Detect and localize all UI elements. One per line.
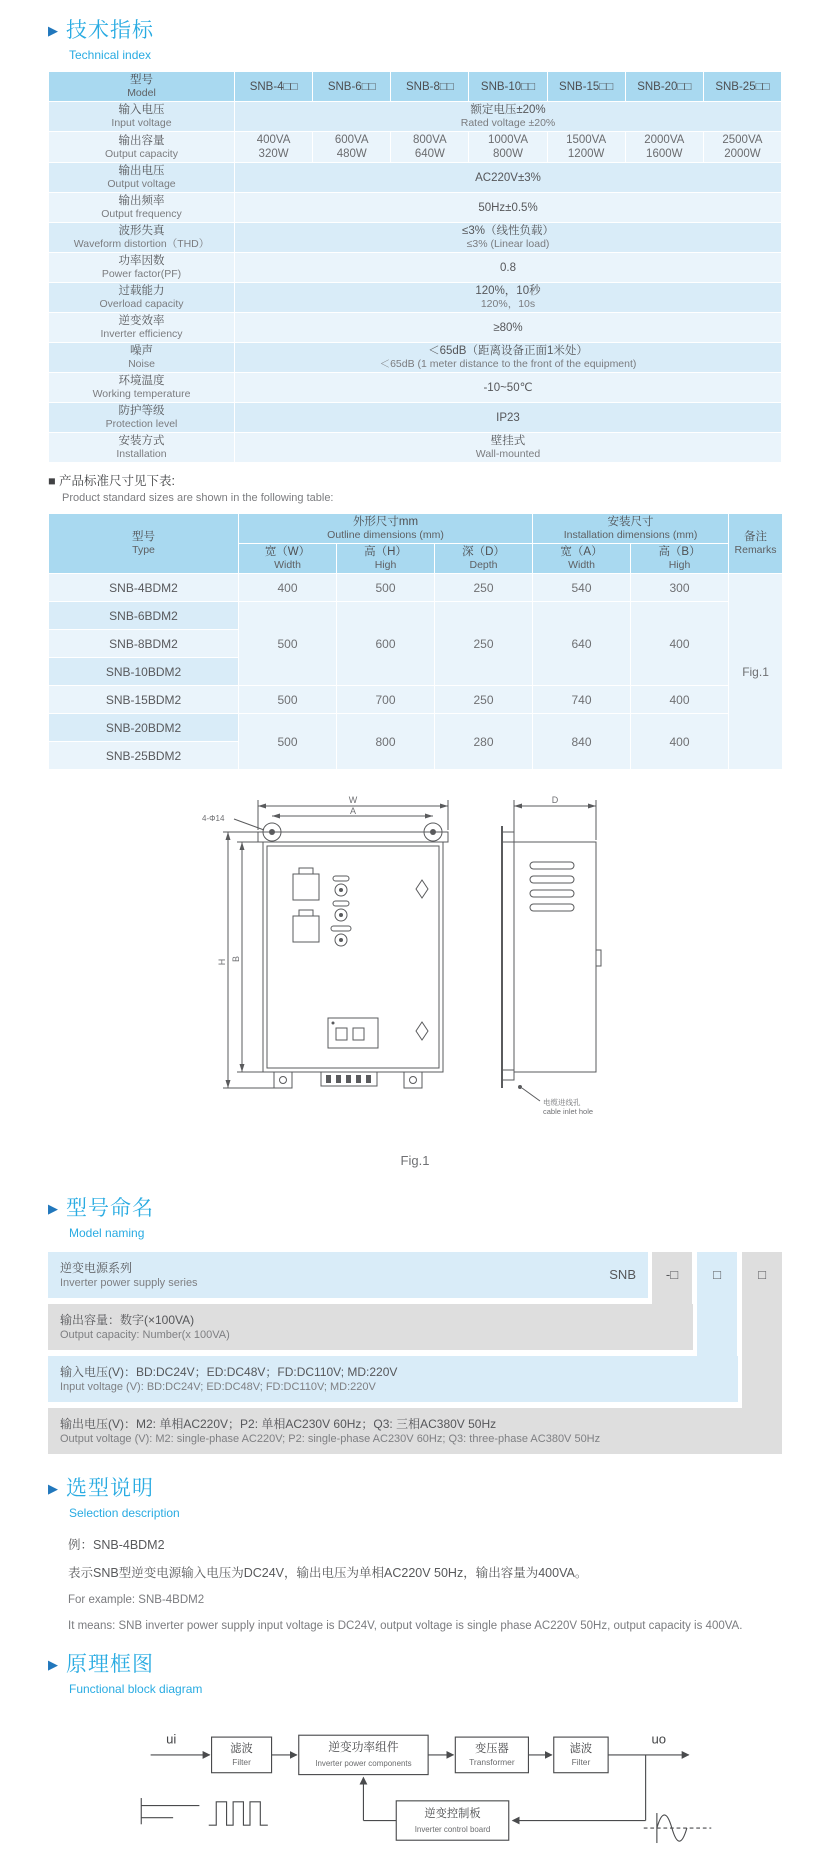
dims-subheader	[533, 544, 631, 574]
spec-header-model-label	[49, 72, 235, 102]
spec-row-label	[49, 223, 235, 253]
standard-sizes-note	[48, 473, 830, 505]
label-cn: 安装尺寸	[607, 516, 654, 528]
dims-subheader	[435, 544, 533, 574]
label-cn: 高（H）	[364, 546, 407, 558]
label-en: Outline dimensions (mm)	[327, 529, 444, 541]
spec-header-model: SNB-20□□	[625, 72, 703, 102]
dims-value: 500	[337, 574, 435, 602]
selection-meaning-cn: 表示SNB型逆变电源输入电压为DC24V，输出电压为单相AC220V 50Hz，输出容量为400VA。	[68, 1566, 588, 1580]
naming-row-cn: 输出容量：数字(×100VA)	[60, 1312, 195, 1327]
dims-header-install	[533, 514, 729, 544]
dims-remark-cell: Fig.1	[729, 574, 783, 770]
label-en: Power factor(PF)	[101, 268, 182, 280]
label-en: Output voltage	[107, 178, 176, 190]
dim-label-d: D	[551, 795, 559, 805]
label-en: Input voltage	[111, 117, 172, 129]
label-en: High	[374, 559, 397, 571]
capacity-cell	[547, 132, 625, 163]
dims-value: 250	[435, 574, 533, 602]
table-row	[49, 313, 782, 343]
label-en: Type	[132, 544, 155, 556]
table-row	[49, 223, 782, 253]
spec-row-label	[49, 433, 235, 463]
label-en: Noise	[128, 358, 155, 370]
dims-value: 300	[631, 574, 729, 602]
capacity-w: 480W	[336, 148, 367, 160]
series-code: SNB	[609, 1267, 636, 1282]
value-cn: ≤3%（线性负载）	[462, 225, 554, 237]
spec-header-model: SNB-25□□	[703, 72, 781, 102]
capacity-va: 1500VA	[566, 134, 607, 146]
cable-inlet-label-cn: 电缆进线孔	[543, 1098, 581, 1107]
naming-col-capacity	[652, 1252, 692, 1350]
label-cn: 防护等级	[118, 405, 165, 417]
section-title	[48, 1192, 830, 1222]
label-cn: 功率因数	[118, 255, 165, 267]
capacity-cell	[703, 132, 781, 163]
dims-value: 540	[533, 574, 631, 602]
value-cn: 120%，10秒	[475, 285, 541, 297]
label-cn: 波形失真	[118, 225, 165, 237]
dims-type-cell: SNB-4BDM2	[49, 574, 239, 602]
functional-block-diagram	[115, 1706, 715, 1861]
dims-value: 800	[337, 714, 435, 770]
dims-value: 500	[239, 714, 337, 770]
section-selection	[48, 1472, 830, 1520]
capacity-cell	[391, 132, 469, 163]
control-cn: 逆变控制板	[424, 1807, 481, 1820]
spec-row-value	[235, 102, 782, 132]
label-en: Width	[568, 559, 595, 571]
spec-row-label	[49, 283, 235, 313]
spec-row-value	[235, 163, 782, 193]
section-title-cn: 选型说明	[66, 1477, 154, 1500]
naming-row-capacity	[48, 1304, 693, 1350]
spec-row-label	[49, 253, 235, 283]
label-cn: 宽（W）	[264, 546, 311, 558]
dims-type-cell: SNB-10BDM2	[49, 658, 239, 686]
output-label: uo	[651, 1731, 667, 1747]
dims-header-outline	[239, 514, 533, 544]
note-cn: ■ 产品标准尺寸见下表:	[48, 474, 175, 488]
label-cn: 过载能力	[118, 285, 165, 297]
value-cn: -10~50℃	[483, 381, 533, 394]
spec-row-label	[49, 193, 235, 223]
transformer-en: Transformer	[469, 1757, 515, 1768]
dims-subheader	[337, 544, 435, 574]
spec-row-label	[49, 373, 235, 403]
capacity-va: 2500VA	[722, 134, 763, 146]
cabinet-drawing	[190, 792, 640, 1122]
selection-example-en: For example: SNB-4BDM2	[68, 1594, 205, 1606]
section-title	[48, 1472, 830, 1502]
dims-value: 740	[533, 686, 631, 714]
spec-table	[48, 71, 782, 463]
label-cn: 型号	[132, 531, 155, 543]
naming-row-en: Output capacity: Number(x 100VA)	[60, 1328, 230, 1341]
spec-row-value	[235, 253, 782, 283]
naming-row-output-voltage	[48, 1408, 782, 1454]
spec-header-model: SNB-8□□	[391, 72, 469, 102]
table-row	[49, 343, 782, 373]
label-cn: 输出频率	[118, 195, 165, 207]
dim-label-a: A	[349, 806, 357, 816]
capacity-cell	[313, 132, 391, 163]
capacity-va: 600VA	[334, 134, 369, 146]
power-cn: 逆变功率组件	[328, 1741, 399, 1755]
section-subtitle-en: Functional block diagram	[69, 1682, 203, 1696]
dim-label-b: B	[231, 955, 241, 963]
label-en: Remarks	[734, 544, 777, 556]
dims-value: 280	[435, 714, 533, 770]
figure-caption: Fig.1	[400, 1153, 430, 1168]
selection-example-cn: 例：SNB-4BDM2	[68, 1538, 165, 1552]
label-cn: 宽（A）	[560, 546, 603, 558]
capacity-w: 640W	[414, 148, 445, 160]
capacity-w: 1600W	[646, 148, 683, 160]
dims-value: 250	[435, 602, 533, 686]
dims-type-cell: SNB-15BDM2	[49, 686, 239, 714]
value-cn: 额定电压±20%	[470, 104, 546, 116]
spec-row-value	[235, 193, 782, 223]
label-en: Working temperature	[92, 388, 191, 400]
label-cn: 输出电压	[118, 165, 165, 177]
value-cn: 壁挂式	[490, 435, 526, 447]
spec-header-model: SNB-4□□	[235, 72, 313, 102]
filter2-en: Filter	[571, 1757, 591, 1768]
table-row	[49, 574, 783, 602]
label-en: High	[668, 559, 691, 571]
table-row	[49, 602, 783, 630]
model-naming-diagram	[48, 1252, 782, 1454]
dims-value: 500	[239, 602, 337, 686]
label-cn: 环境温度	[118, 375, 165, 387]
spec-row-value	[235, 373, 782, 403]
triangle-bullet-icon: ▶	[48, 1481, 59, 1496]
capacity-va: 1000VA	[487, 134, 529, 146]
spec-row-label	[49, 343, 235, 373]
dimensions-table	[48, 513, 783, 770]
section-subtitle-en: Model naming	[69, 1226, 145, 1240]
filter1-cn: 滤波	[230, 1743, 253, 1756]
table-row	[49, 253, 782, 283]
spec-row-label	[49, 163, 235, 193]
spec-header-model: SNB-10□□	[469, 72, 547, 102]
dims-value: 400	[631, 686, 729, 714]
table-row	[49, 373, 782, 403]
section-title-cn: 型号命名	[66, 1197, 154, 1220]
label-cn: 外形尺寸mm	[352, 516, 419, 528]
note-en: Product standard sizes are shown in the following table:	[62, 492, 334, 504]
value-en: ≤3% (Linear load)	[466, 238, 550, 250]
transformer-cn: 变压器	[474, 1743, 509, 1756]
dim-label-h: H	[217, 958, 227, 966]
section-subtitle-en: Selection description	[69, 1506, 180, 1520]
block-diagram-wrap	[48, 1706, 782, 1866]
value-en: 120%，10s	[480, 298, 536, 310]
table-row	[49, 433, 782, 463]
dims-value: 700	[337, 686, 435, 714]
side-view	[502, 800, 601, 1101]
naming-row-en: Input voltage (V): BD:DC24V; ED:DC48V; FD:DC110V; MD:220V	[60, 1380, 376, 1393]
spec-row-value	[235, 433, 782, 463]
section-block-diagram	[48, 1648, 830, 1696]
naming-row-cn: 逆变电源系列	[60, 1260, 133, 1275]
label-en: Installation dimensions (mm)	[563, 529, 698, 541]
dims-type-cell: SNB-6BDM2	[49, 602, 239, 630]
capacity-w: 2000W	[724, 148, 761, 160]
dims-value: 400	[631, 714, 729, 770]
triangle-bullet-icon: ▶	[48, 1201, 59, 1216]
naming-col-input	[697, 1252, 737, 1402]
naming-row-series	[48, 1252, 648, 1298]
dims-type-cell: SNB-25BDM2	[49, 742, 239, 770]
naming-col-output	[742, 1252, 782, 1454]
dims-subheader	[239, 544, 337, 574]
selection-text	[68, 1536, 830, 1634]
dims-value: 600	[337, 602, 435, 686]
spec-row-label	[49, 132, 235, 163]
spec-row-label	[49, 102, 235, 132]
outline-drawing-figure	[48, 792, 782, 1168]
dims-value: 840	[533, 714, 631, 770]
label-cn: 输出容量	[118, 134, 165, 147]
value-cn: 0.8	[500, 261, 516, 274]
holes-label: 4-Φ14	[202, 814, 225, 823]
label-en: Protection level	[105, 418, 178, 430]
label-en: Depth	[469, 559, 498, 571]
naming-row-cn: 输入电压(V)：BD:DC24V；ED:DC48V；FD:DC110V; MD:220V	[60, 1364, 398, 1379]
front-view	[223, 800, 448, 1088]
naming-row-input-voltage	[48, 1356, 738, 1402]
cable-inlet-label-en: cable inlet hole	[543, 1107, 594, 1116]
dim-label-w: W	[348, 795, 358, 805]
capacity-cell	[625, 132, 703, 163]
section-model-naming	[48, 1192, 830, 1240]
capacity-va: 2000VA	[644, 134, 685, 146]
label-cn: 备注	[744, 531, 768, 543]
table-row	[49, 163, 782, 193]
spec-header-model: SNB-15□□	[547, 72, 625, 102]
dims-header-type	[49, 514, 239, 574]
dims-header-remarks	[729, 514, 783, 574]
section-title	[48, 1648, 830, 1678]
label-cn: 深（D）	[462, 546, 505, 558]
capacity-code: -□	[665, 1267, 679, 1282]
value-en: ＜65dB (1 meter distance to the front of the equipment)	[379, 358, 637, 370]
dims-value: 640	[533, 602, 631, 686]
table-row	[49, 193, 782, 223]
filter1-en: Filter	[232, 1757, 251, 1768]
triangle-bullet-icon: ▶	[48, 1657, 59, 1672]
table-row	[49, 403, 782, 433]
naming-row-cn: 输出电压(V)：M2: 单相AC220V；P2: 单相AC230V 60Hz；Q3: 三相AC380V 50Hz	[60, 1416, 497, 1431]
value-cn: ＜65dB（距离设备正面1米处）	[428, 345, 588, 357]
inverter-control-box	[396, 1801, 509, 1840]
spec-row-label	[49, 313, 235, 343]
label-en: Installation	[116, 448, 167, 460]
label-cn: 型号	[130, 74, 153, 86]
label-en: Width	[274, 559, 301, 571]
table-row	[49, 714, 783, 742]
spec-row-value	[235, 313, 782, 343]
control-en: Inverter control board	[414, 1824, 491, 1834]
capacity-cell	[235, 132, 313, 163]
power-en: Inverter power components	[315, 1759, 412, 1769]
value-en: Wall-mounted	[475, 448, 541, 460]
spec-row-value	[235, 403, 782, 433]
diagram-boxes	[212, 1735, 609, 1840]
naming-row-en: Output voltage (V): M2: single-phase AC220V; P2: single-phase AC230V 60Hz; Q3: three-phase AC380V 50Hz	[60, 1432, 601, 1445]
dims-type-cell: SNB-8BDM2	[49, 630, 239, 658]
spec-header-model: SNB-6□□	[313, 72, 391, 102]
dims-value: 400	[631, 602, 729, 686]
dims-value: 400	[239, 574, 337, 602]
dims-type-cell: SNB-20BDM2	[49, 714, 239, 742]
capacity-w: 320W	[258, 148, 289, 160]
label-en: Output capacity	[105, 147, 178, 160]
spec-row-label	[49, 403, 235, 433]
label-cn: 噪声	[130, 345, 153, 357]
capacity-va: 800VA	[413, 134, 447, 146]
capacity-w: 1200W	[567, 148, 605, 160]
dims-subheader	[631, 544, 729, 574]
dims-value: 250	[435, 686, 533, 714]
label-cn: 逆变效率	[118, 315, 165, 327]
label-en: Model	[127, 87, 156, 99]
value-en: Rated voltage ±20%	[460, 117, 556, 129]
dims-value: 500	[239, 686, 337, 714]
label-cn: 高（B）	[658, 546, 701, 558]
section-technical-index	[48, 14, 830, 62]
input-label: ui	[166, 1731, 177, 1747]
table-row	[49, 132, 782, 163]
label-en: Overload capacity	[99, 298, 184, 310]
section-title-cn: 原理框图	[66, 1653, 154, 1676]
spec-header-row	[49, 72, 782, 102]
value-cn: IP23	[496, 411, 520, 424]
label-en: Waveform distortion（THD）	[73, 238, 210, 250]
filter2-cn: 滤波	[569, 1743, 593, 1756]
label-cn: 输入电压	[118, 104, 165, 116]
section-title	[48, 14, 830, 44]
spec-row-value	[235, 223, 782, 253]
capacity-va: 400VA	[256, 134, 291, 146]
section-title-cn: 技术指标	[66, 19, 154, 42]
capacity-cell	[469, 132, 547, 163]
spec-row-value	[235, 343, 782, 373]
table-row	[49, 102, 782, 132]
label-en: Output frequency	[101, 208, 182, 220]
naming-row-en: Inverter power supply series	[60, 1276, 198, 1289]
table-row	[49, 686, 783, 714]
input-code: □	[713, 1267, 721, 1282]
output-code: □	[758, 1267, 766, 1282]
table-row	[49, 283, 782, 313]
triangle-bullet-icon: ▶	[48, 23, 59, 38]
label-cn: 安装方式	[118, 435, 165, 447]
section-subtitle-en: Technical index	[69, 48, 152, 62]
capacity-w: 800W	[492, 148, 524, 160]
label-en: Inverter efficiency	[100, 328, 183, 340]
value-cn: 50Hz±0.5%	[478, 201, 538, 214]
selection-meaning-en: It means: SNB inverter power supply input voltage is DC24V, output voltage is single phase AC220V 50Hz, output capacity is 400VA.	[68, 1620, 743, 1632]
value-cn: AC220V±3%	[475, 171, 541, 184]
spec-row-value	[235, 283, 782, 313]
value-cn: ≥80%	[493, 321, 523, 334]
dims-header-row	[49, 514, 783, 544]
